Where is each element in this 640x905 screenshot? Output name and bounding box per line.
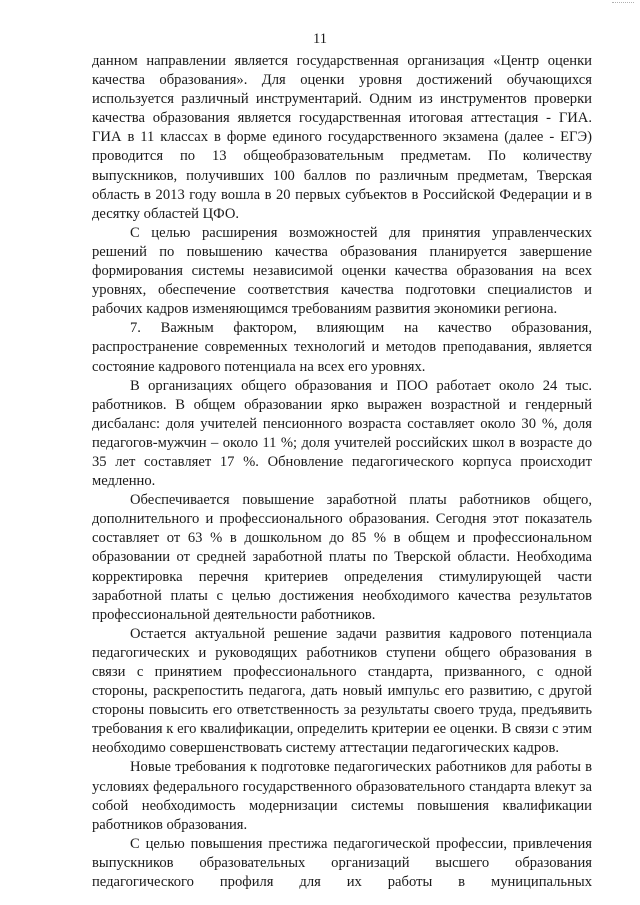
paragraph-2: С целью расширения возможностей для принятия управленческих решений по повышению качества образования планируется завершение формирования системы независимой оценки качества образования на всех уровнях, обеспечение соответствия качества подготовки специалистов и рабочих кадров изменяющимся требованиям развития экономики региона. (92, 224, 592, 318)
document-body (92, 52, 592, 892)
paragraph-5: Обеспечивается повышение заработной платы работников общего, дополнительного и профессионального образования. Сегодня этот показатель составляет от 63 % в дошкольном до 85 % в общем и профессиональном образовании от средней заработной платы по Тверской области. Необходима корректировка перечня критериев определения стимулирующей части заработной платы с целью достижения необходимого качества результатов профессиональной деятельности работников. (92, 492, 592, 623)
paragraph-1: данном направлении является государственная организация «Центр оценки качества образования». Для оценки уровня достижений обучающихся используется различный инструментарий. Одним из инструментов проверки качества образования является государственная итоговая аттестация - ГИА. ГИА в 11 классах в форме единого государственного экзамена (далее - ЕГЭ) проводится по 13 общеобразовательным предметам. По количеству выпускников, получивших 100 баллов по различным предметам, Тверская область в 2013 году вошла в 20 первых субъектов в Российской Федерации и в десятку областей ЦФО. (92, 53, 592, 222)
paragraph-8: С целью повышения престижа педагогической профессии, привлечения выпускников образовательных организаций высшего образования педагогического профиля для их работы в муниципальных (92, 835, 592, 891)
paragraph-6: Остается актуальной решение задачи развития кадрового потенциала педагогических и руководящих работников ступени общего образования в связи с принятием профессионального стандарта, призванного, с одной стороны, раскрепостить педагога, дать новый импульс его развитию, с другой стороны повысить его ответственность за результаты своего труда, предъявить требования к его квалификации, определить критерии ее оценки. В связи с этим необходимо совершенствовать систему аттестации педагогических кадров. (92, 625, 592, 757)
corner-mark (612, 2, 634, 4)
paragraph-7: Новые требования к подготовке педагогических работников для работы в условиях федерального государственного образовательного стандарта влекут за собой необходимость модернизации системы повышения квалификации работников образования. (92, 759, 592, 833)
paragraph-4: В организациях общего образования и ПОО работает около 24 тыс. работников. В общем образовании ярко выражен возрастной и гендерный дисбаланс: доля учителей пенсионного возраста составляет около 30 %, доля педагогов-мужчин – около 11 %; доля учителей российских школ в возрасте до 35 лет составляет 17 %. Обновление педагогического корпуса происходит медленно. (92, 377, 592, 490)
page-number: 11 (313, 31, 327, 47)
paragraph-3: 7. Важным фактором, влияющим на качество образования, распространение современных технологий и методов преподавания, является состояние кадрового потенциала на всех его уровнях. (92, 320, 592, 375)
